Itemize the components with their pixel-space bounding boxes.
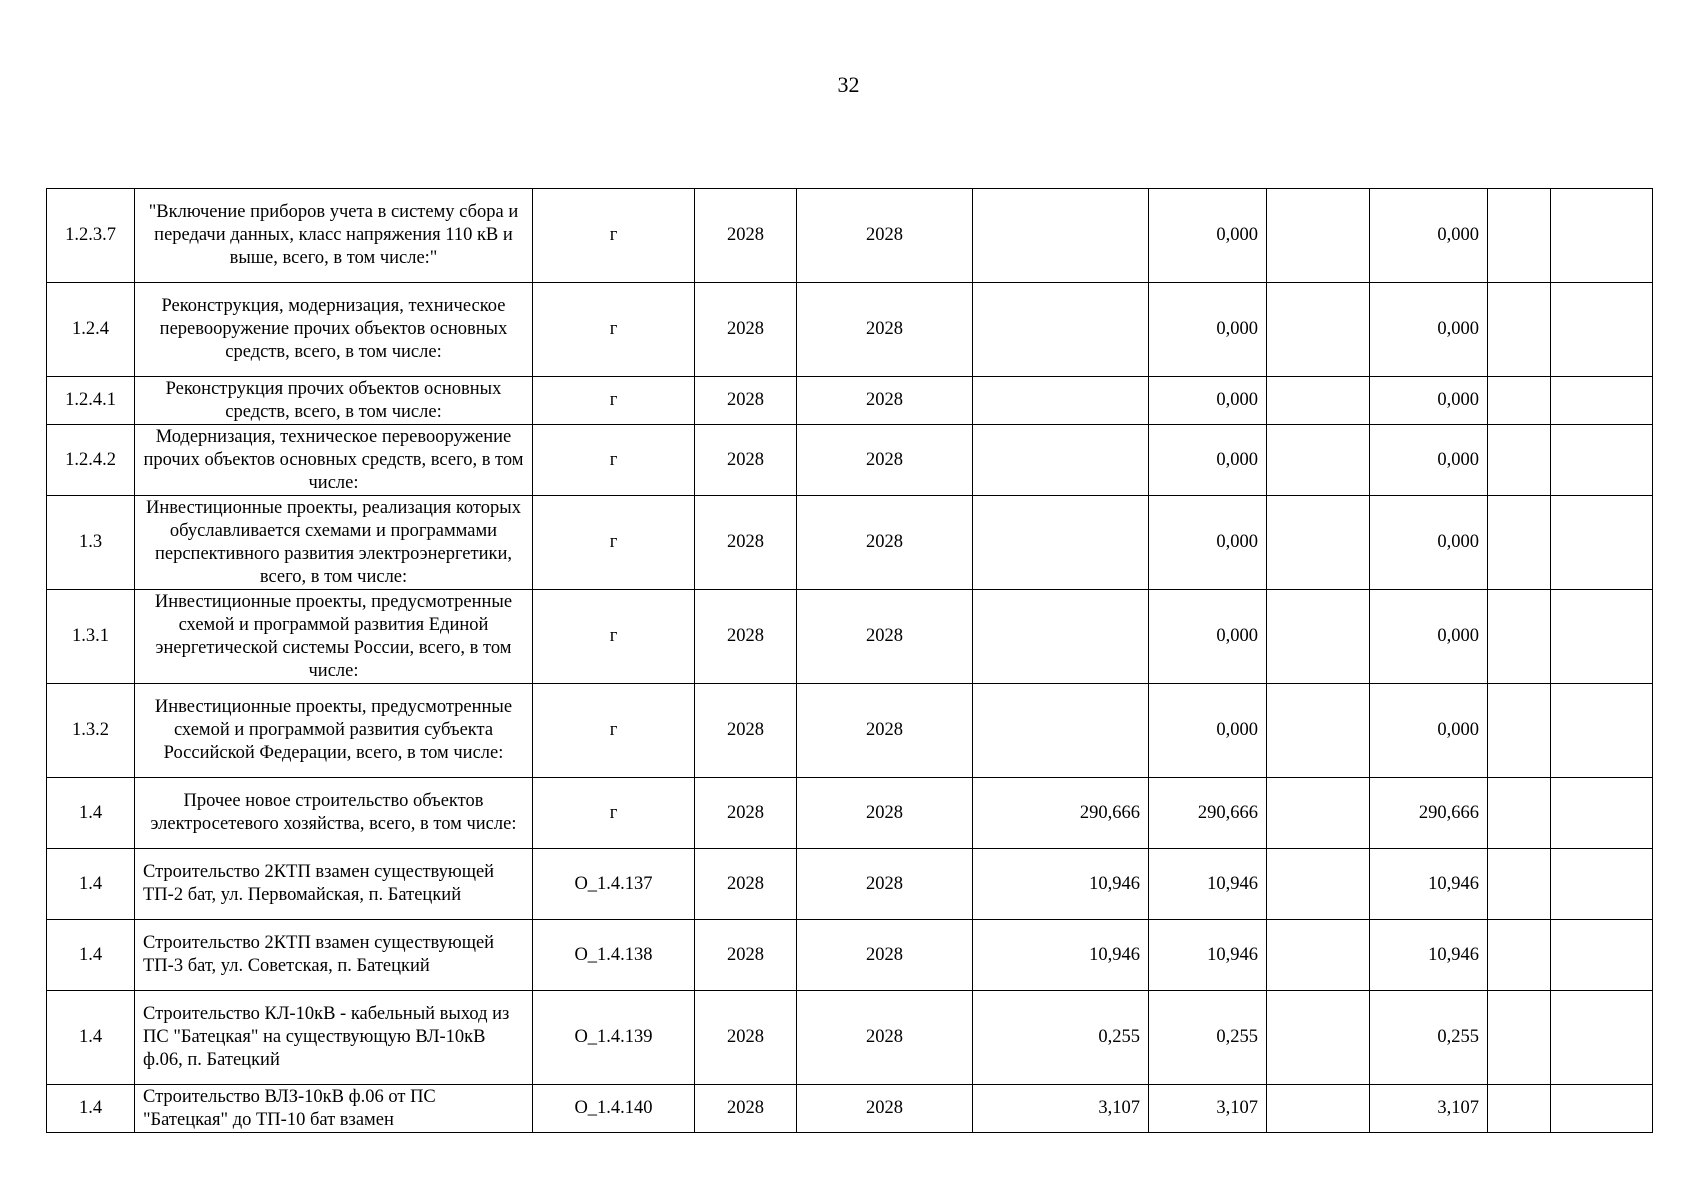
page-number: 32 (837, 72, 860, 97)
row-value-a (973, 283, 1149, 377)
row-code: г (533, 684, 695, 778)
row-code: г (533, 283, 695, 377)
row-value-b: 0,000 (1149, 684, 1267, 778)
table-row (47, 778, 1653, 849)
row-value-c (1267, 849, 1370, 920)
row-value-f (1551, 684, 1653, 778)
row-value-d: 0,000 (1370, 590, 1488, 684)
row-value-e (1488, 496, 1551, 590)
row-id: 1.3 (47, 496, 135, 590)
row-year-end: 2028 (797, 590, 973, 684)
row-id: 1.2.3.7 (47, 189, 135, 283)
row-value-a: 290,666 (973, 778, 1149, 849)
row-value-e (1488, 590, 1551, 684)
row-year-start: 2028 (695, 1085, 797, 1133)
row-code: г (533, 778, 695, 849)
row-year-start: 2028 (695, 283, 797, 377)
row-value-d: 0,000 (1370, 189, 1488, 283)
row-value-c (1267, 425, 1370, 496)
row-value-b: 290,666 (1149, 778, 1267, 849)
row-value-b: 10,946 (1149, 849, 1267, 920)
row-code: г (533, 189, 695, 283)
row-value-d: 3,107 (1370, 1085, 1488, 1133)
row-value-b: 0,000 (1149, 283, 1267, 377)
row-id: 1.4 (47, 849, 135, 920)
row-id: 1.4 (47, 991, 135, 1085)
row-code: О_1.4.138 (533, 920, 695, 991)
row-value-c (1267, 590, 1370, 684)
row-value-d: 0,255 (1370, 991, 1488, 1085)
row-year-start: 2028 (695, 991, 797, 1085)
row-value-d: 0,000 (1370, 425, 1488, 496)
row-value-b: 3,107 (1149, 1085, 1267, 1133)
row-name: Реконструкция, модернизация, техническое перевооружение прочих объектов основных средств, всего, в том числе: (135, 283, 533, 377)
row-value-f (1551, 283, 1653, 377)
row-year-start: 2028 (695, 496, 797, 590)
investment-table (46, 188, 1653, 1133)
row-code: О_1.4.140 (533, 1085, 695, 1133)
row-value-e (1488, 1085, 1551, 1133)
row-value-e (1488, 189, 1551, 283)
table-row (47, 1085, 1653, 1133)
row-value-e (1488, 991, 1551, 1085)
row-value-c (1267, 991, 1370, 1085)
row-year-end: 2028 (797, 1085, 973, 1133)
row-value-a (973, 496, 1149, 590)
row-value-e (1488, 283, 1551, 377)
row-name: Реконструкция прочих объектов основных средств, всего, в том числе: (135, 377, 533, 425)
row-value-c (1267, 778, 1370, 849)
row-id: 1.2.4.2 (47, 425, 135, 496)
row-id: 1.3.1 (47, 590, 135, 684)
row-code: О_1.4.139 (533, 991, 695, 1085)
row-year-end: 2028 (797, 283, 973, 377)
row-value-f (1551, 189, 1653, 283)
row-code: г (533, 425, 695, 496)
row-year-end: 2028 (797, 425, 973, 496)
row-value-a: 10,946 (973, 920, 1149, 991)
row-id: 1.2.4 (47, 283, 135, 377)
row-value-c (1267, 377, 1370, 425)
row-year-end: 2028 (797, 496, 973, 590)
table-row (47, 849, 1653, 920)
row-value-b: 0,000 (1149, 496, 1267, 590)
row-year-end: 2028 (797, 684, 973, 778)
row-year-end: 2028 (797, 920, 973, 991)
row-name: Строительство 2КТП взамен существующей ТП-2 бат, ул. Первомайская, п. Батецкий (135, 849, 533, 920)
row-name: Строительство 2КТП взамен существующей ТП-3 бат, ул. Советская, п. Батецкий (135, 920, 533, 991)
row-name: Строительство КЛ-10кВ - кабельный выход из ПС "Батецкая" на существующую ВЛ-10кВ ф.06, п. Батецкий (135, 991, 533, 1085)
row-value-e (1488, 849, 1551, 920)
row-value-f (1551, 1085, 1653, 1133)
row-year-start: 2028 (695, 425, 797, 496)
table-row (47, 283, 1653, 377)
row-year-start: 2028 (695, 377, 797, 425)
row-value-b: 10,946 (1149, 920, 1267, 991)
row-value-a: 0,255 (973, 991, 1149, 1085)
row-id: 1.2.4.1 (47, 377, 135, 425)
row-value-a (973, 684, 1149, 778)
table-row (47, 991, 1653, 1085)
row-year-end: 2028 (797, 778, 973, 849)
row-value-b: 0,000 (1149, 425, 1267, 496)
row-value-c (1267, 1085, 1370, 1133)
row-name: Инвестиционные проекты, предусмотренные схемой и программой развития Единой энергетической системы России, всего, в том числе: (135, 590, 533, 684)
row-name: "Включение приборов учета в систему сбора и передачи данных, класс напряжения 110 кВ и выше, всего, в том числе:" (135, 189, 533, 283)
row-value-c (1267, 189, 1370, 283)
row-year-end: 2028 (797, 189, 973, 283)
row-code: О_1.4.137 (533, 849, 695, 920)
row-value-f (1551, 590, 1653, 684)
row-id: 1.3.2 (47, 684, 135, 778)
row-value-f (1551, 377, 1653, 425)
row-value-e (1488, 778, 1551, 849)
row-value-e (1488, 684, 1551, 778)
row-year-end: 2028 (797, 377, 973, 425)
row-value-e (1488, 920, 1551, 991)
row-value-f (1551, 920, 1653, 991)
row-value-a (973, 189, 1149, 283)
row-value-a (973, 590, 1149, 684)
row-value-b: 0,000 (1149, 377, 1267, 425)
table-row (47, 920, 1653, 991)
table-row (47, 684, 1653, 778)
row-value-c (1267, 920, 1370, 991)
row-value-d: 10,946 (1370, 849, 1488, 920)
row-value-f (1551, 496, 1653, 590)
row-id: 1.4 (47, 920, 135, 991)
table-row (47, 425, 1653, 496)
row-year-end: 2028 (797, 991, 973, 1085)
row-value-c (1267, 496, 1370, 590)
row-year-start: 2028 (695, 778, 797, 849)
row-value-d: 0,000 (1370, 684, 1488, 778)
row-code: г (533, 590, 695, 684)
row-year-end: 2028 (797, 849, 973, 920)
row-name: Инвестиционные проекты, реализация которых обуславливается схемами и программами перспективного развития электроэнергетики, всего, в том числе: (135, 496, 533, 590)
row-value-b: 0,255 (1149, 991, 1267, 1085)
row-value-b: 0,000 (1149, 189, 1267, 283)
row-value-a: 3,107 (973, 1085, 1149, 1133)
row-value-e (1488, 425, 1551, 496)
row-value-c (1267, 283, 1370, 377)
row-name: Прочее новое строительство объектов электросетевого хозяйства, всего, в том числе: (135, 778, 533, 849)
row-value-d: 290,666 (1370, 778, 1488, 849)
row-value-d: 0,000 (1370, 283, 1488, 377)
row-value-a: 10,946 (973, 849, 1149, 920)
row-year-start: 2028 (695, 189, 797, 283)
row-value-d: 10,946 (1370, 920, 1488, 991)
row-value-f (1551, 849, 1653, 920)
row-value-f (1551, 778, 1653, 849)
row-value-d: 0,000 (1370, 496, 1488, 590)
row-year-start: 2028 (695, 849, 797, 920)
row-value-d: 0,000 (1370, 377, 1488, 425)
row-id: 1.4 (47, 778, 135, 849)
row-value-f (1551, 425, 1653, 496)
row-year-start: 2028 (695, 920, 797, 991)
row-year-start: 2028 (695, 590, 797, 684)
table-row (47, 496, 1653, 590)
row-id: 1.4 (47, 1085, 135, 1133)
row-year-start: 2028 (695, 684, 797, 778)
row-name: Инвестиционные проекты, предусмотренные схемой и программой развития субъекта Российской Федерации, всего, в том числе: (135, 684, 533, 778)
row-value-a (973, 377, 1149, 425)
row-code: г (533, 377, 695, 425)
row-name: Модернизация, техническое перевооружение прочих объектов основных средств, всего, в том числе: (135, 425, 533, 496)
row-code: г (533, 496, 695, 590)
row-name: Строительство ВЛЗ-10кВ ф.06 от ПС "Батецкая" до ТП-10 бат взамен (135, 1085, 533, 1133)
table-row (47, 189, 1653, 283)
row-value-e (1488, 377, 1551, 425)
row-value-b: 0,000 (1149, 590, 1267, 684)
row-value-f (1551, 991, 1653, 1085)
table-row (47, 590, 1653, 684)
row-value-c (1267, 684, 1370, 778)
row-value-a (973, 425, 1149, 496)
table-row (47, 377, 1653, 425)
